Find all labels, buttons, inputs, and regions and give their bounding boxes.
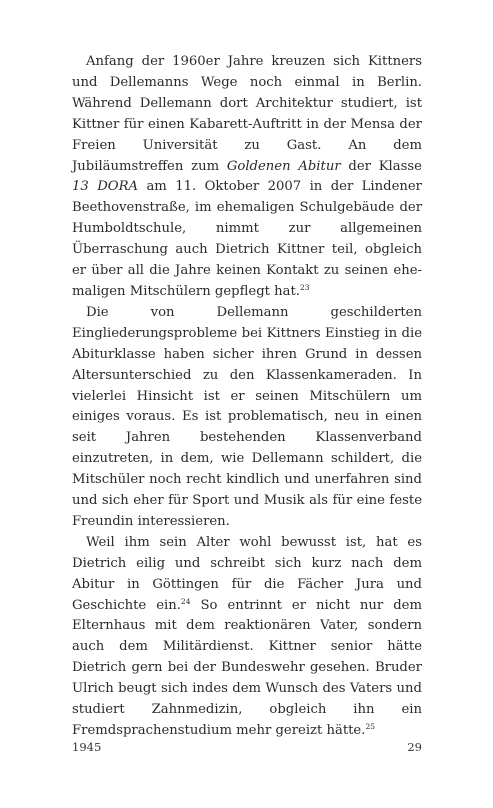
footnote-marker-24: 24 bbox=[180, 596, 191, 606]
paragraph-3 bbox=[72, 533, 422, 742]
text-run: Die von Dellemann geschilderten Eingliederungsprobleme bei Kittners Einstieg in die Abiturklasse haben sicher ihren Grund in dessen Altersunterschied zu den Klassenkameraden. In vielerlei Hinsicht ist er seinen Mitschülern um einiges voraus. Es ist problematisch, neu in einen seit Jahren bestehenden Klassenverband einzutreten, in dem, wie Dellemann schildert, die Mitschüler noch recht kindlich und unerfahren sind und sich eher für Sport und Musik als für eine feste Freundin interessieren. bbox=[72, 304, 422, 529]
running-footer-chapter: 1945 bbox=[72, 740, 102, 754]
text-run: am 11. Oktober 2007 in der Lindener Beethovenstraße, im ehemaligen Schulgebäude der Humboldtschule, nimmt zur allgemeinen Überraschung auch Dietrich Kittner teil, obgleich er über all die Jahre keinen Kontakt zu seinen ehemaligen Mitschülern gepflegt hat. bbox=[72, 179, 422, 299]
footnote-marker-23: 23 bbox=[299, 282, 310, 292]
paragraph-1 bbox=[72, 52, 422, 303]
italic-term-class-name: 13 DORA bbox=[72, 179, 139, 195]
text-run: der Klasse bbox=[340, 158, 422, 174]
page-number: 29 bbox=[407, 740, 422, 754]
text-run: Weil ihm sein Alter wohl bewusst ist, hat es Dietrich eilig und schreibt sich kurz nach dem Abitur in Göttingen für die Fächer Jura und Geschichte ein. bbox=[72, 534, 422, 613]
text-run: So entrinnt er nicht nur dem Elternhaus mit dem reaktionären Vater, sondern auch dem Militärdienst. Kittner senior hätte Dietrich gern bei der Bundeswehr gesehen. Bruder Ulrich beugt sich indes dem Wunsch des Vaters und studiert Zahnmedizin, obgleich ihn ein Fremdsprachenstudium mehr gereizt hätte. bbox=[72, 597, 422, 738]
footnote-marker-25: 25 bbox=[365, 722, 375, 731]
text-run: Anfang der 1960er Jahre kreuzen sich Kittners und Dellemanns Wege noch einmal in Berlin. Während Dellemann dort Architektur studiert, ist Kittner für einen Kabarett-Auftritt in der Mensa der Freien Universität zu Gast. An dem Jubiläumstreffen zum bbox=[72, 54, 422, 174]
paragraph-2 bbox=[72, 303, 422, 533]
body-text bbox=[72, 52, 422, 742]
italic-term-goldenen-abitur: Goldenen Abitur bbox=[226, 158, 341, 174]
